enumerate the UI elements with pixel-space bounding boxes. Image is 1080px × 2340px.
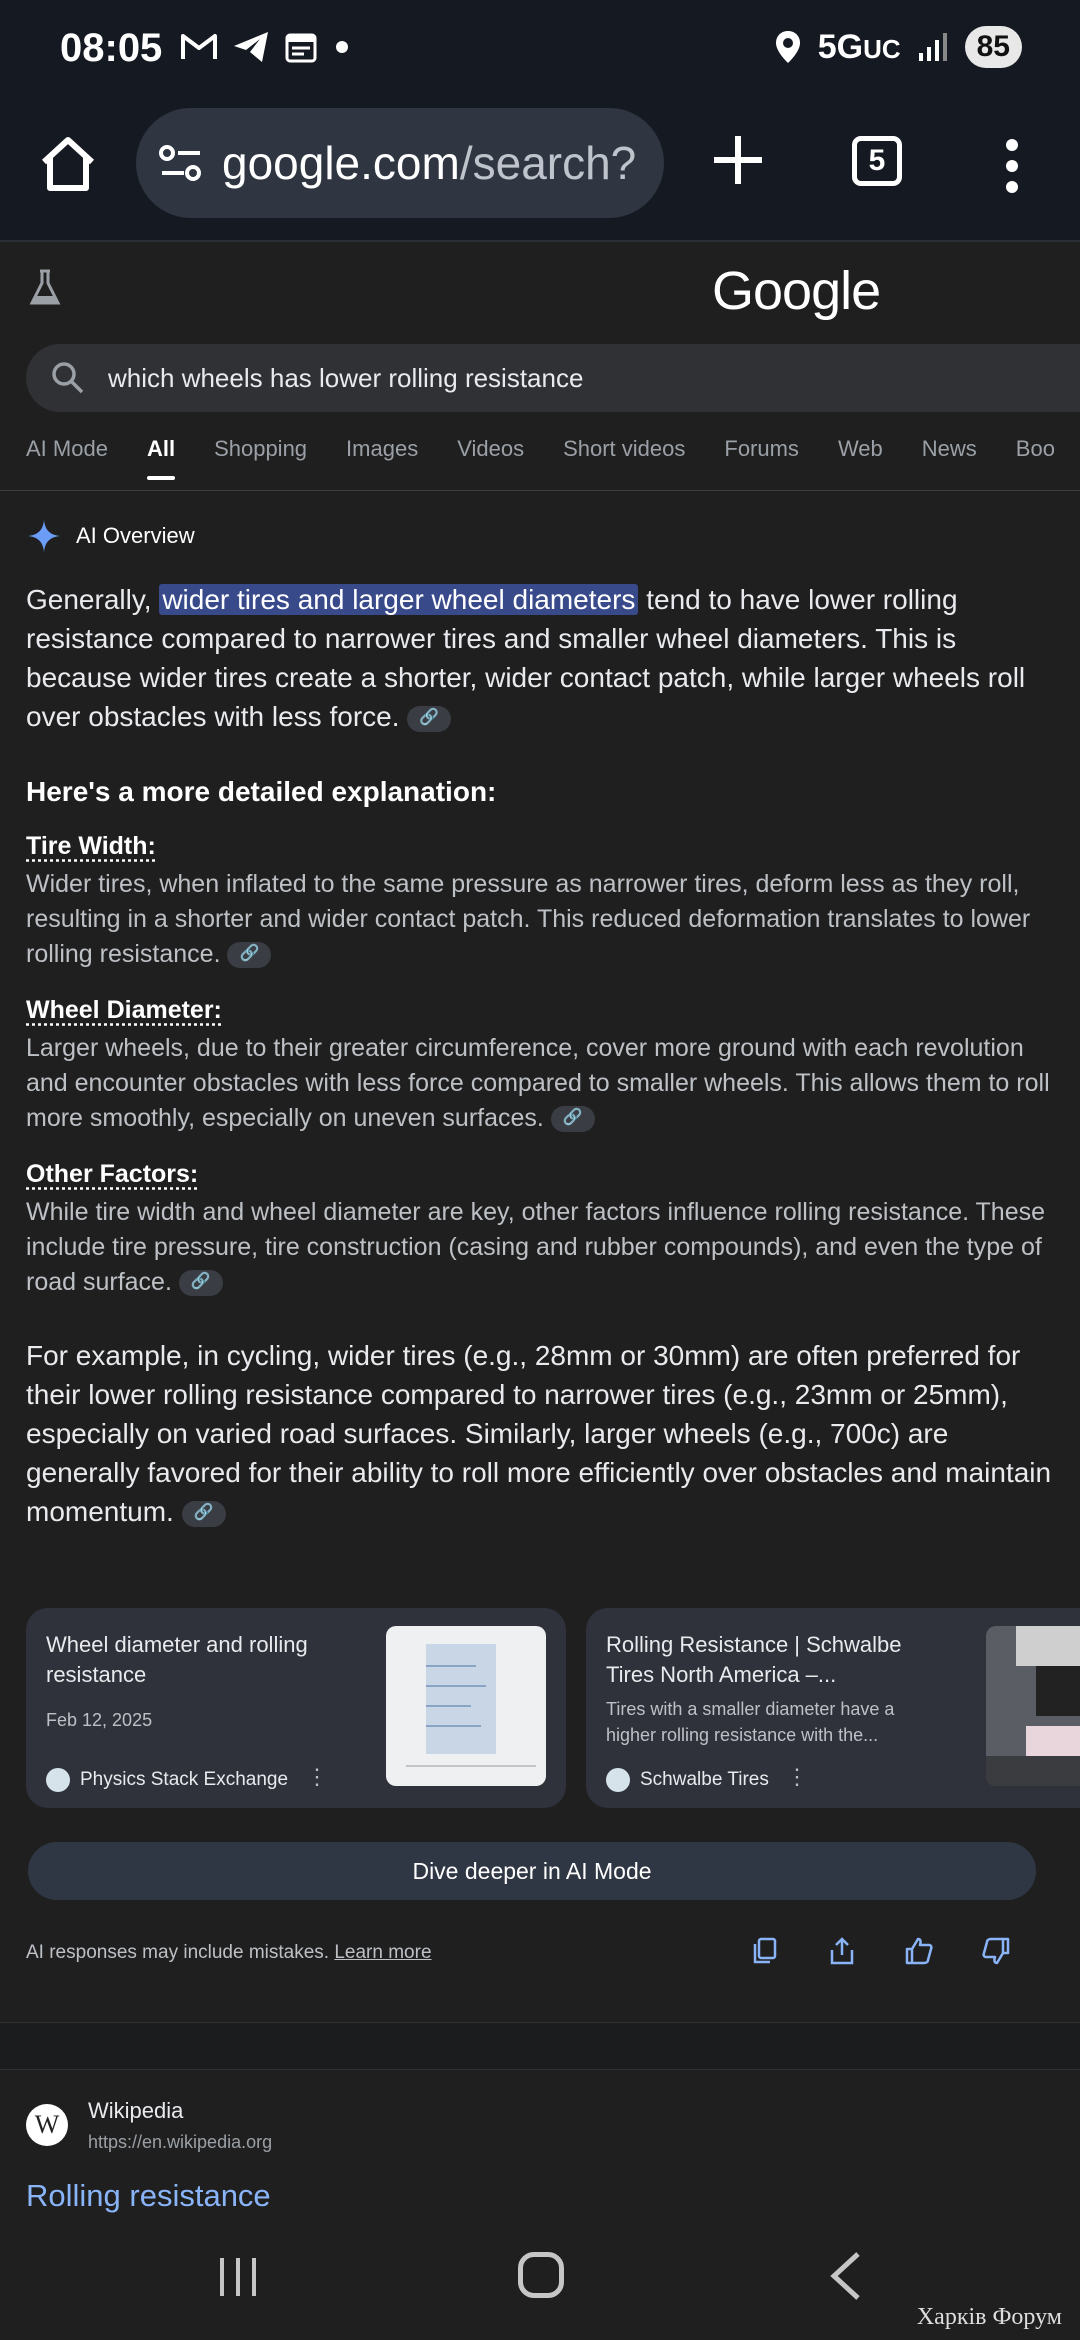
result-site-name[interactable]: Wikipedia: [88, 2098, 184, 2123]
ai-overview-header: [26, 518, 195, 554]
dive-deeper-button[interactable]: Dive deeper in AI Mode: [28, 1842, 1036, 1900]
feedback-actions: [750, 1936, 1011, 1966]
source-link-icon[interactable]: 🔗: [407, 706, 451, 732]
google-logo[interactable]: Google: [712, 261, 881, 321]
card-title: Wheel diameter and rolling resistance: [46, 1632, 308, 1687]
source-favicon: [46, 1768, 70, 1792]
section-separator: [0, 2022, 1080, 2070]
section-title-wheel-diameter[interactable]: Wheel Diameter:: [26, 996, 222, 1024]
section-text: While tire width and wheel diameter are key, other factors influence rolling resistance. These include tire pressure, tire construction (casing and rubber compounds), and even the type of road surface. 🔗: [26, 1198, 1046, 1296]
source-favicon: [606, 1768, 630, 1792]
tab-news[interactable]: News: [921, 436, 977, 461]
section-title-other-factors[interactable]: Other Factors:: [26, 1160, 199, 1188]
search-query: which wheels has lower rolling resistance: [108, 362, 584, 393]
thumbs-up-icon[interactable]: [904, 1936, 934, 1966]
sparkle-icon: [26, 518, 62, 554]
tab-images[interactable]: Images: [346, 436, 419, 461]
status-time: 08:05: [60, 26, 163, 70]
tab-switcher-button[interactable]: 5: [852, 136, 902, 186]
tab-all[interactable]: All: [147, 436, 175, 492]
card-more-icon[interactable]: ⋮: [306, 1764, 328, 1789]
divider: [0, 490, 1080, 491]
browser-toolbar: [0, 104, 1080, 242]
search-input[interactable]: [26, 344, 1080, 412]
watermark: Харків Форум: [916, 2304, 1062, 2330]
more-menu-icon[interactable]: [1000, 138, 1024, 194]
card-snippet: Tires with a smaller diameter have a higher rolling resistance with the...: [606, 1699, 895, 1745]
location-icon: [774, 29, 802, 65]
source-card[interactable]: [586, 1608, 1080, 1808]
source-link-icon[interactable]: 🔗: [227, 942, 271, 968]
battery-indicator: 85: [965, 26, 1022, 68]
calendar-icon: [284, 30, 318, 64]
network-indicator: 5GUC: [817, 27, 901, 66]
result-title-link[interactable]: Rolling resistance: [26, 2178, 271, 2213]
card-source: Physics Stack Exchange: [46, 1768, 288, 1792]
tab-forums[interactable]: Forums: [724, 436, 799, 461]
home-icon[interactable]: [36, 132, 100, 196]
source-link-icon[interactable]: 🔗: [551, 1106, 595, 1132]
tab-short-videos[interactable]: Short videos: [563, 436, 686, 461]
tab-web[interactable]: Web: [837, 436, 883, 461]
result-url[interactable]: https://en.wikipedia.org: [88, 2132, 273, 2152]
source-card[interactable]: [26, 1608, 566, 1808]
status-bar: [0, 0, 1080, 104]
learn-more-link[interactable]: Learn more: [334, 1942, 432, 1963]
card-source: Schwalbe Tires: [606, 1768, 769, 1792]
section-text: Wider tires, when inflated to the same pressure as narrower tires, deform less as they roll, resulting in a shorter and wider contact patch. This reduced deformation translates to lower rolling resistance. 🔗: [26, 870, 1031, 968]
telegram-icon: [232, 30, 270, 64]
search-icon: [48, 358, 88, 398]
share-icon[interactable]: [827, 1936, 857, 1966]
ai-overview-content: [26, 580, 1056, 1531]
source-link-icon[interactable]: 🔗: [182, 1501, 226, 1527]
section-heading: Here's a more detailed explanation:: [26, 776, 497, 807]
recents-icon[interactable]: [216, 2254, 260, 2300]
card-thumbnail: [986, 1626, 1080, 1786]
signal-icon: [917, 31, 949, 63]
ai-overview-lead: Generally, wider tires and larger wheel diameters tend to have lower rolling resistance compared to narrower tires and smaller wheel diameters. This is because wider tires create a shorter, wider contact patch, while larger wheels roll over obstacles with less force. 🔗: [26, 584, 1026, 732]
labs-flask-icon[interactable]: [28, 268, 62, 308]
tab-ai-mode[interactable]: AI Mode: [26, 436, 108, 461]
back-icon[interactable]: [826, 2250, 866, 2302]
thumbs-down-icon[interactable]: [981, 1936, 1011, 1966]
ai-overview-title: AI Overview: [76, 523, 195, 548]
ai-disclaimer: AI responses may include mistakes. Learn more: [26, 1942, 432, 1963]
dot-icon: [332, 37, 352, 57]
url-text: google.com/search?: [222, 137, 637, 189]
wikipedia-logo: W: [26, 2104, 68, 2146]
card-title: Rolling Resistance | Schwalbe Tires North America –...: [606, 1632, 902, 1687]
site-settings-icon[interactable]: [158, 143, 204, 183]
card-thumbnail: [386, 1626, 546, 1786]
new-tab-icon[interactable]: [706, 128, 770, 192]
source-link-icon[interactable]: 🔗: [179, 1270, 223, 1296]
section-text: Larger wheels, due to their greater circumference, cover more ground with each revolution and encounter obstacles with less force compared to smaller wheels. This allows them to roll more smoothly, especially on uneven surfaces. 🔗: [26, 1034, 1050, 1132]
highlighted-answer: wider tires and larger wheel diameters: [159, 584, 638, 615]
copy-icon[interactable]: [750, 1936, 780, 1966]
home-button[interactable]: [518, 2252, 564, 2298]
tab-shopping[interactable]: Shopping: [214, 436, 308, 461]
card-date: Feb 12, 2025: [46, 1710, 153, 1730]
search-tabs: [26, 436, 1080, 492]
section-title-tire-width[interactable]: Tire Width:: [26, 832, 156, 860]
url-bar[interactable]: [136, 108, 664, 218]
tab-books[interactable]: Boo: [1015, 436, 1055, 461]
card-more-icon[interactable]: ⋮: [786, 1764, 808, 1789]
example-paragraph: For example, in cycling, wider tires (e.g., 28mm or 30mm) are often preferred for their lower rolling resistance compared to narrower tires (e.g., 23mm or 25mm), especially on varied road surfaces. Similarly, larger wheels (e.g., 700c) are generally favored for their ability to roll more efficiently over obstacles and maintain momentum. 🔗: [26, 1340, 1052, 1527]
gmail-icon: [180, 32, 218, 62]
source-cards: [26, 1608, 1080, 1808]
tab-videos[interactable]: Videos: [457, 436, 525, 461]
